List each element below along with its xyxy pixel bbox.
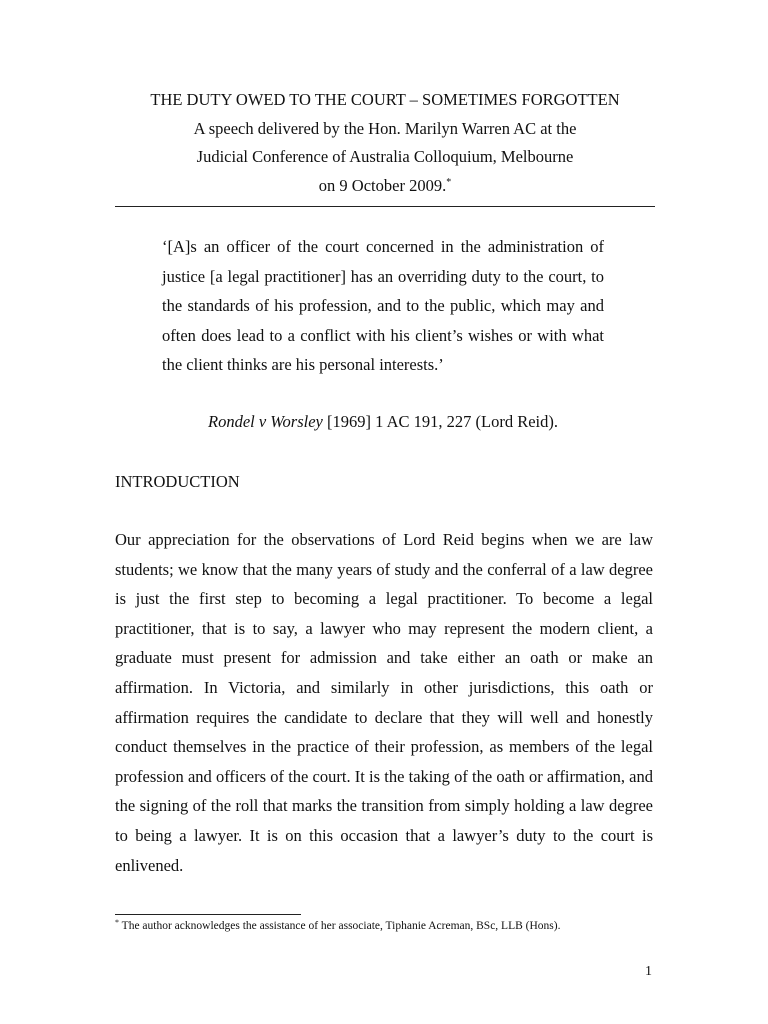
speech-subtitle-line: A speech delivered by the Hon. Marilyn Warren AC at the bbox=[193, 118, 577, 138]
quote-text: ‘[A]s an officer of the court concerned in the administration of justice [a legal practitioner] has an overriding duty to the court, to the standards of his profession, and to the public, which may and often does lead to a conflict with his client’s wishes or with what the client thinks are his personal interests.’ bbox=[162, 237, 604, 375]
page-number: 1 bbox=[645, 964, 652, 979]
footnote-reference-marker[interactable]: * bbox=[446, 176, 452, 188]
citation-reference: [1969] 1 AC 191, 227 (Lord Reid). bbox=[322, 412, 558, 431]
citation-case-name: Rondel v Worsley bbox=[208, 412, 323, 431]
section-heading: INTRODUCTION bbox=[115, 472, 240, 491]
footnote-divider bbox=[115, 914, 301, 915]
document-header bbox=[115, 86, 655, 200]
speech-date: on 9 October 2009. bbox=[318, 175, 447, 195]
epigraph-quote bbox=[162, 232, 604, 380]
body-paragraph-container bbox=[115, 525, 653, 880]
header-divider bbox=[115, 206, 655, 207]
speech-date-line bbox=[115, 172, 655, 201]
document-title: THE DUTY OWED TO THE COURT – SOMETIMES FORGOTTEN bbox=[150, 90, 620, 109]
footnote-text: The author acknowledges the assistance of her associate, Tiphanie Acreman, BSc, LLB (Hons). bbox=[119, 920, 561, 932]
quote-citation bbox=[208, 407, 558, 436]
footnote-marker: * bbox=[115, 918, 119, 927]
footnote bbox=[115, 918, 560, 934]
speech-venue-line: Judicial Conference of Australia Colloquium, Melbourne bbox=[196, 147, 574, 166]
body-paragraph: Our appreciation for the observations of Lord Reid begins when we are law students; we know that the many years of study and the conferral of a law degree is just the first step to becoming a legal practitioner. To become a legal practitioner, that is to say, a lawyer who may represent the modern client, a graduate must present for admission and take either an oath or make an affirmation. In Victoria, and similarly in other jurisdictions, this oath or affirmation requires the candidate to declare that they will well and honestly conduct themselves in the practice of their profession, as members of the legal profession and officers of the court. It is the taking of the oath or affirmation, and the signing of the roll that marks the transition from simply holding a law degree to being a lawyer. It is on this occasion that a lawyer’s duty to the court is enlivened. bbox=[115, 530, 653, 875]
